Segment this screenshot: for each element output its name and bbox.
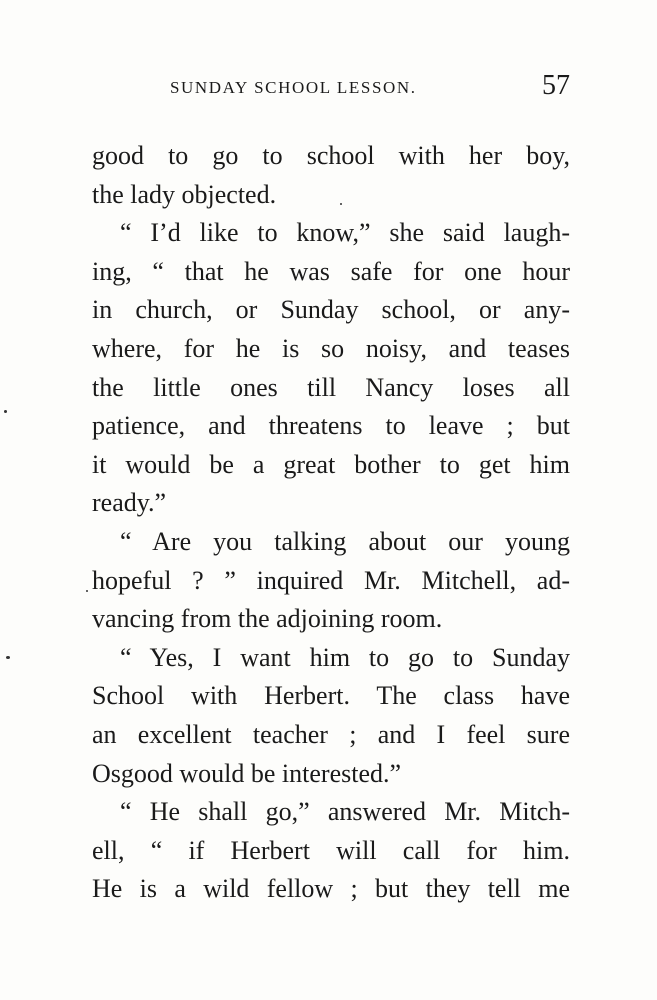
text-line: “ Are you talking about our young: [120, 526, 570, 556]
text-line: ready.”: [92, 488, 167, 518]
text-line: “ I’d like to know,” she said laugh-: [120, 218, 570, 248]
text-line: “ He shall go,” answered Mr. Mitch-: [120, 797, 570, 827]
body-text: [92, 137, 570, 909]
text-line: vancing from the adjoining room.: [92, 604, 443, 634]
text-line: patience, and threatens to leave ; but: [92, 411, 570, 441]
text-line: School with Herbert. The class have: [92, 681, 570, 711]
text-line: the lady objected.: [92, 179, 277, 209]
text-line: an excellent teacher ; and I feel sure: [92, 719, 570, 749]
text-line: ing, “ that he was safe for one hour: [92, 256, 570, 286]
ink-speck: [340, 203, 342, 205]
text-line: ell, “ if Herbert will call for him.: [92, 835, 570, 865]
ink-speck: [86, 590, 88, 592]
page-number: 57: [542, 70, 570, 101]
ink-speck: [4, 410, 7, 413]
text-line: Osgood would be interested.”: [92, 758, 402, 788]
text-line: in church, or Sunday school, or any-: [92, 295, 570, 325]
ink-speck: [6, 656, 10, 659]
running-title: SUNDAY SCHOOL LESSON.: [170, 78, 417, 97]
text-line: hopeful ? ” inquired Mr. Mitchell, ad-: [92, 565, 570, 595]
running-head: [92, 70, 570, 110]
text-line: the little ones till Nancy loses all: [92, 372, 570, 402]
text-line: good to go to school with her boy,: [92, 141, 570, 170]
text-line: He is a wild fellow ; but they tell me: [92, 874, 570, 904]
text-line: it would be a great bother to get him: [92, 449, 570, 479]
text-line: “ Yes, I want him to go to Sunday: [120, 642, 570, 672]
text-line: where, for he is so noisy, and teases: [92, 333, 570, 363]
